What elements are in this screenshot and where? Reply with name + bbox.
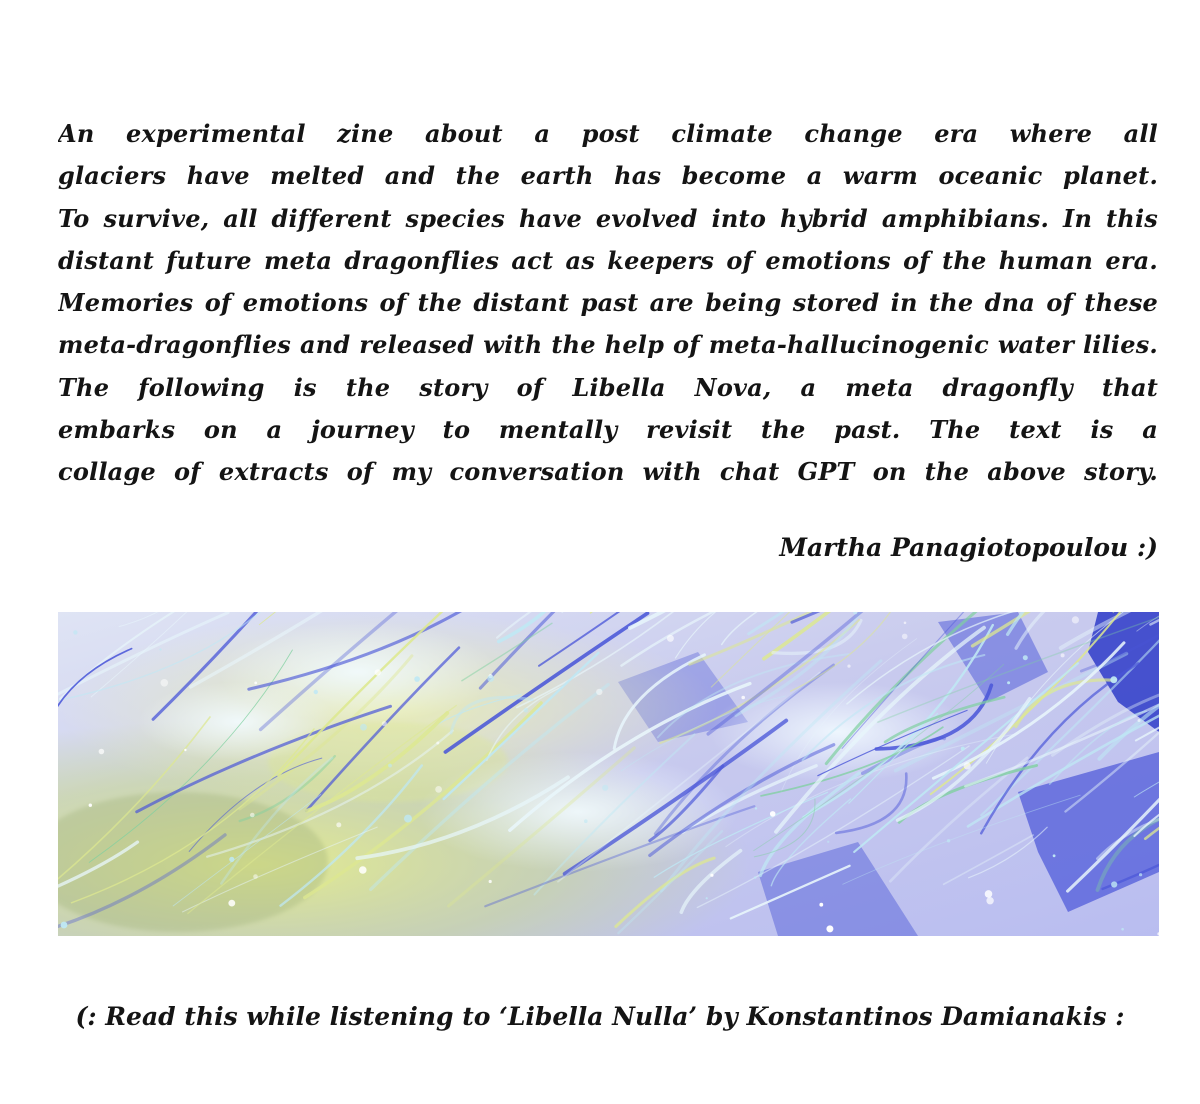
sparkle: [375, 669, 381, 675]
sparkle: [159, 648, 161, 650]
sparkle: [436, 742, 439, 745]
artwork-image: [58, 612, 1159, 936]
sparkle: [902, 634, 908, 640]
sparkle: [755, 807, 757, 809]
sparkle: [819, 903, 823, 907]
sparkle: [1007, 681, 1010, 684]
sparkle: [254, 682, 257, 685]
sparkle: [1121, 928, 1124, 931]
sparkle: [73, 630, 77, 634]
intro-line: An experimental zine about a post climate change era where all: [58, 119, 1158, 148]
sparkle: [404, 815, 412, 823]
sparkle: [827, 841, 829, 843]
intro-line: glaciers have melted and the earth has become a warm oceanic planet.: [58, 161, 1158, 191]
sparkle: [947, 839, 950, 842]
intro-paragraph: [58, 113, 1158, 494]
sparkle: [602, 785, 608, 791]
sparkle: [1072, 616, 1079, 623]
sparkle: [1110, 676, 1117, 683]
sparkle: [1111, 881, 1117, 887]
intro-line: meta-dragonflies and released with the help of meta-hallucinogenic water lilies.: [58, 330, 1158, 360]
sparkle: [253, 874, 258, 879]
sparkle: [161, 679, 169, 687]
sparkle: [1023, 655, 1028, 660]
sparkle: [667, 635, 674, 642]
sparkle: [826, 925, 833, 932]
sparkle: [382, 721, 387, 726]
sparkle: [986, 897, 993, 904]
intro-line: Memories of emotions of the distant past are being stored in the dna of these: [58, 288, 1158, 318]
intro-line: The following is the story of Libella Nova, a meta dragonfly that: [58, 372, 1158, 402]
listening-note: (: Read this while listening to ‘Libella Nulla’ by Konstantinos Damianakis :: [75, 1002, 1125, 1031]
sparkle: [99, 749, 105, 755]
intro-line: collage of extracts of my conversation with chat GPT on the above story.: [58, 457, 1158, 487]
sparkle: [741, 696, 745, 700]
sparkle: [435, 786, 442, 793]
sparkle: [985, 890, 993, 898]
sparkle: [360, 724, 367, 731]
sparkle: [228, 900, 235, 907]
sparkle: [770, 811, 776, 817]
sparkle: [314, 690, 318, 694]
sparkle: [964, 762, 971, 769]
sparkle: [489, 880, 492, 883]
sparkle: [584, 819, 588, 823]
sparkle: [1053, 854, 1056, 857]
sparkle: [336, 822, 341, 827]
sparkle: [710, 874, 713, 877]
intro-line: To survive, all different species have evolved into hybrid amphibians. In this: [58, 203, 1158, 233]
sparkle: [89, 804, 92, 807]
sparkle: [847, 665, 850, 668]
sparkle: [961, 747, 965, 751]
sparkle: [61, 922, 68, 929]
intro-line: distant future meta dragonflies act as keepers of emotions of the human era.: [58, 245, 1158, 275]
sparkle: [904, 622, 907, 625]
sparkle: [754, 876, 757, 879]
sparkle: [487, 675, 494, 682]
sparkle: [250, 813, 255, 818]
sparkle: [184, 749, 186, 751]
sparkle: [524, 708, 529, 713]
sparkle: [1139, 873, 1142, 876]
sparkle: [1138, 719, 1141, 722]
sparkle: [596, 689, 602, 695]
sparkle: [1061, 653, 1065, 657]
sparkle: [229, 857, 234, 862]
ice-highlight: [138, 682, 338, 762]
sparkle: [388, 764, 392, 768]
author-signature: Martha Panagiotopoulou :): [779, 533, 1158, 562]
sparkle: [414, 676, 420, 682]
sparkle: [706, 897, 708, 899]
intro-line: embarks on a journey to mentally revisit the past. The text is a: [58, 415, 1158, 445]
sparkle: [359, 866, 367, 874]
